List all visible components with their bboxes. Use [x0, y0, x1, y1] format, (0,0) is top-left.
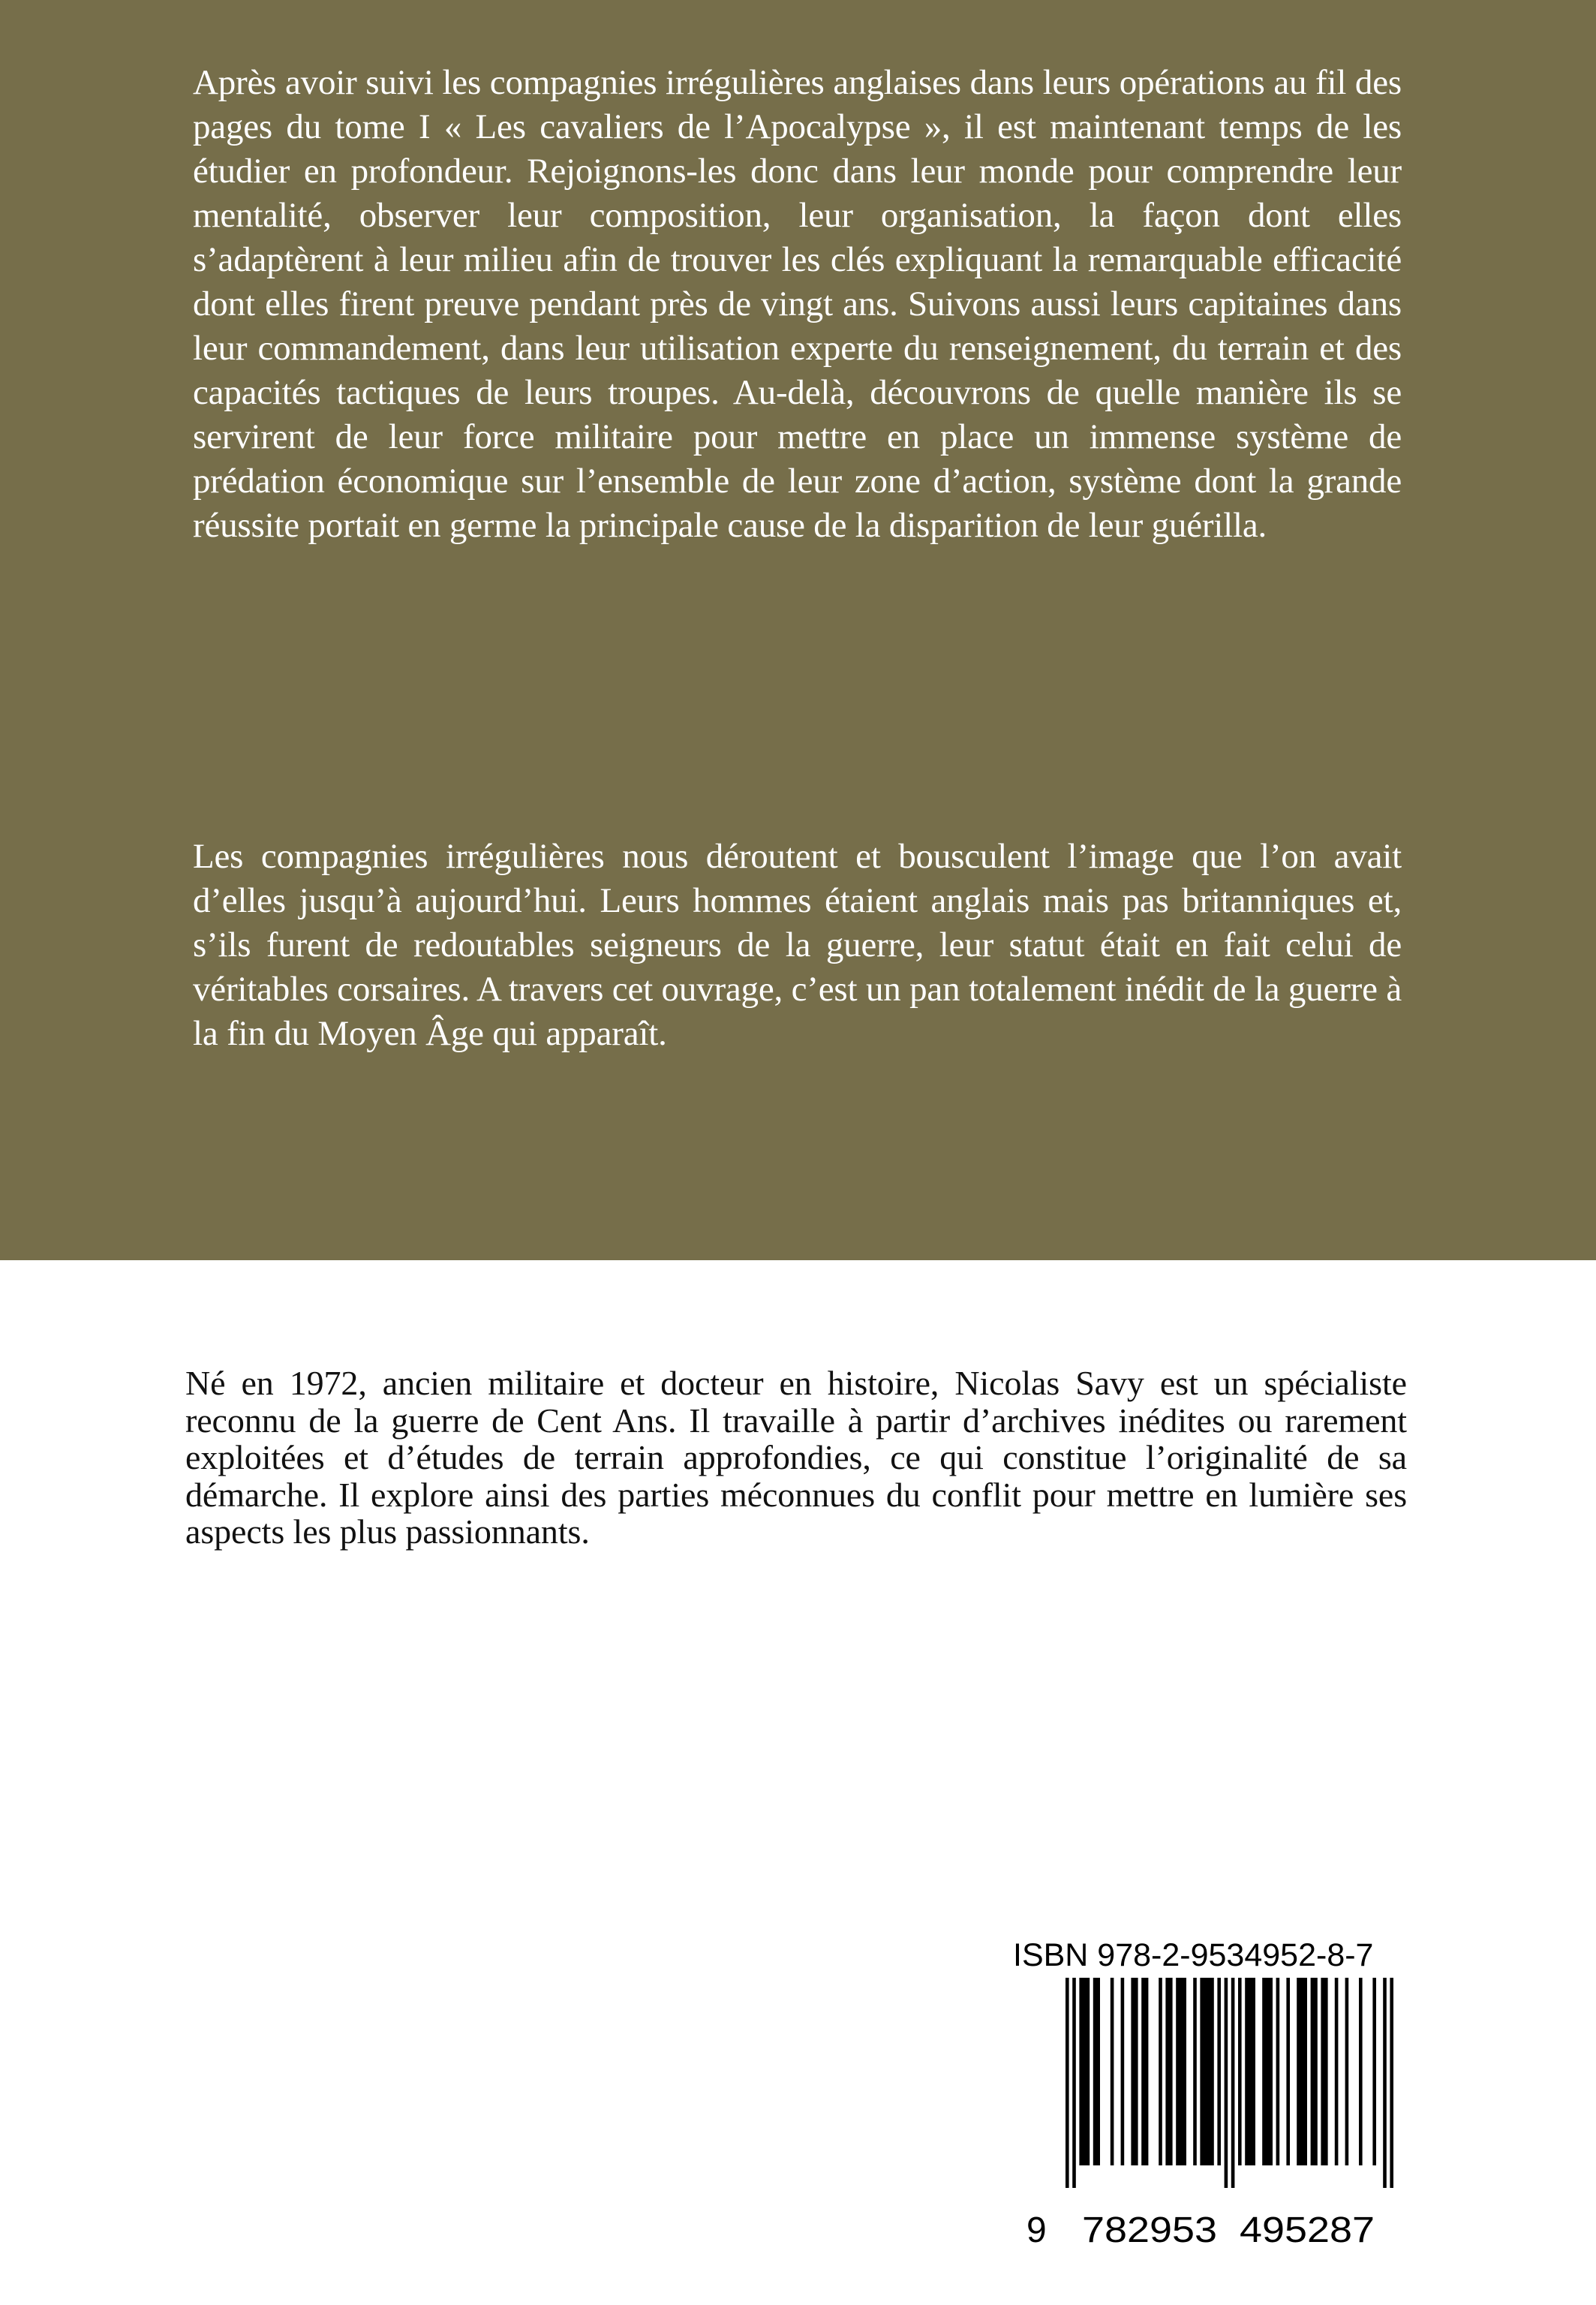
barcode-guard-bar: [1072, 1978, 1076, 2188]
barcode-bar: [1286, 1978, 1290, 2165]
barcode-guard-bar: [1225, 1978, 1228, 2188]
barcode-bar: [1141, 1978, 1148, 2165]
barcode-bar: [1297, 1978, 1307, 2165]
barcode-bar: [1311, 1978, 1318, 2165]
barcode-bars: [1066, 1978, 1393, 2188]
barcode-bar: [1121, 1978, 1125, 2165]
isbn-barcode-block: [1013, 1936, 1433, 2252]
barcode-bar: [1345, 1978, 1349, 2165]
barcode-bar: [1200, 1978, 1213, 2165]
summary-paragraph-1: Après avoir suivi les compagnies irrégulières anglaises dans leurs opérations au fil des pages du tome I « Les cavaliers de l’Apocalypse », il est maintenant temps de les étudier en profondeur. Rejoignons-les donc dans leur monde pour comprendre leur mentalité, observer leur composition, leur organisation, la façon dont elles s’adaptèrent à leur milieu afin de trouver les clés expliquant la remarquable efficacité dont elles firent preuve pendant près de vingt ans. Suivons aussi leurs capitaines dans leur commandement, dans leur utilisation experte du renseignement, du terrain et des capacités tactiques de leurs troupes. Au-delà, découvrons de quelle manière ils se servirent de leur force militaire pour mettre en place un immense système de prédation économique sur l’ensemble de leur zone d’action, système dont la grande réussite portait en germe la principale cause de la disparition de leur guérilla.: [193, 63, 1402, 545]
barcode-bar: [1276, 1978, 1280, 2165]
barcode-bar: [1111, 1978, 1114, 2165]
barcode-digits-left: 782953: [1082, 2210, 1217, 2250]
barcode-bar: [1359, 1978, 1363, 2165]
barcode-bar: [1193, 1978, 1197, 2165]
barcode-bar: [1165, 1978, 1172, 2165]
barcode-bar: [1245, 1978, 1255, 2165]
barcode-bar: [1262, 1978, 1273, 2165]
barcode-bar: [1159, 1978, 1162, 2165]
ean13-barcode: [1013, 1978, 1433, 2255]
barcode-bar: [1217, 1978, 1221, 2165]
barcode-bar: [1079, 1978, 1090, 2165]
barcode-digits-right: 495287: [1240, 2210, 1375, 2250]
barcode-bar: [1093, 1978, 1100, 2165]
barcode-bar: [1321, 1978, 1327, 2165]
barcode-guard-bar: [1066, 1978, 1069, 2188]
barcode-guard-bar: [1383, 1978, 1387, 2188]
barcode-bar: [1335, 1978, 1339, 2165]
barcode-bar: [1176, 1978, 1186, 2165]
barcode-bar: [1238, 1978, 1242, 2165]
author-bio: Né en 1972, ancien militaire et docteur en histoire, Nicolas Savy est un spécialiste reconnu de la guerre de Cent Ans. Il travaille à partir d’archives inédites ou rarement exploitées et d’études de terrain approfondies, ce qui constitue l’originalité de sa démarche. Il explore ainsi des parties méconnues du conflit pour mettre en lumière ses aspects les plus passionnants.: [185, 1364, 1407, 1551]
isbn-label: ISBN 978-2-9534952-8-7: [1013, 1937, 1374, 1973]
barcode-bar: [1131, 1978, 1138, 2165]
barcode-digit-first: 9: [1026, 2210, 1047, 2250]
barcode-bar: [1372, 1978, 1376, 2165]
summary-paragraph-2: Les compagnies irrégulières nous déroutent et bousculent l’image que l’on avait d’elles jusqu’à aujourd’hui. Leurs hommes étaient anglais mais pas britanniques et, s’ils furent de redoutables seigneurs de la guerre, leur statut était en fait celui de véritables corsaires. A travers cet ouvrage, c’est un pan totalement inédit de la guerre à la fin du Moyen Âge qui apparaît.: [193, 837, 1402, 1053]
barcode-guard-bar: [1390, 1978, 1393, 2188]
barcode-guard-bar: [1231, 1978, 1235, 2188]
